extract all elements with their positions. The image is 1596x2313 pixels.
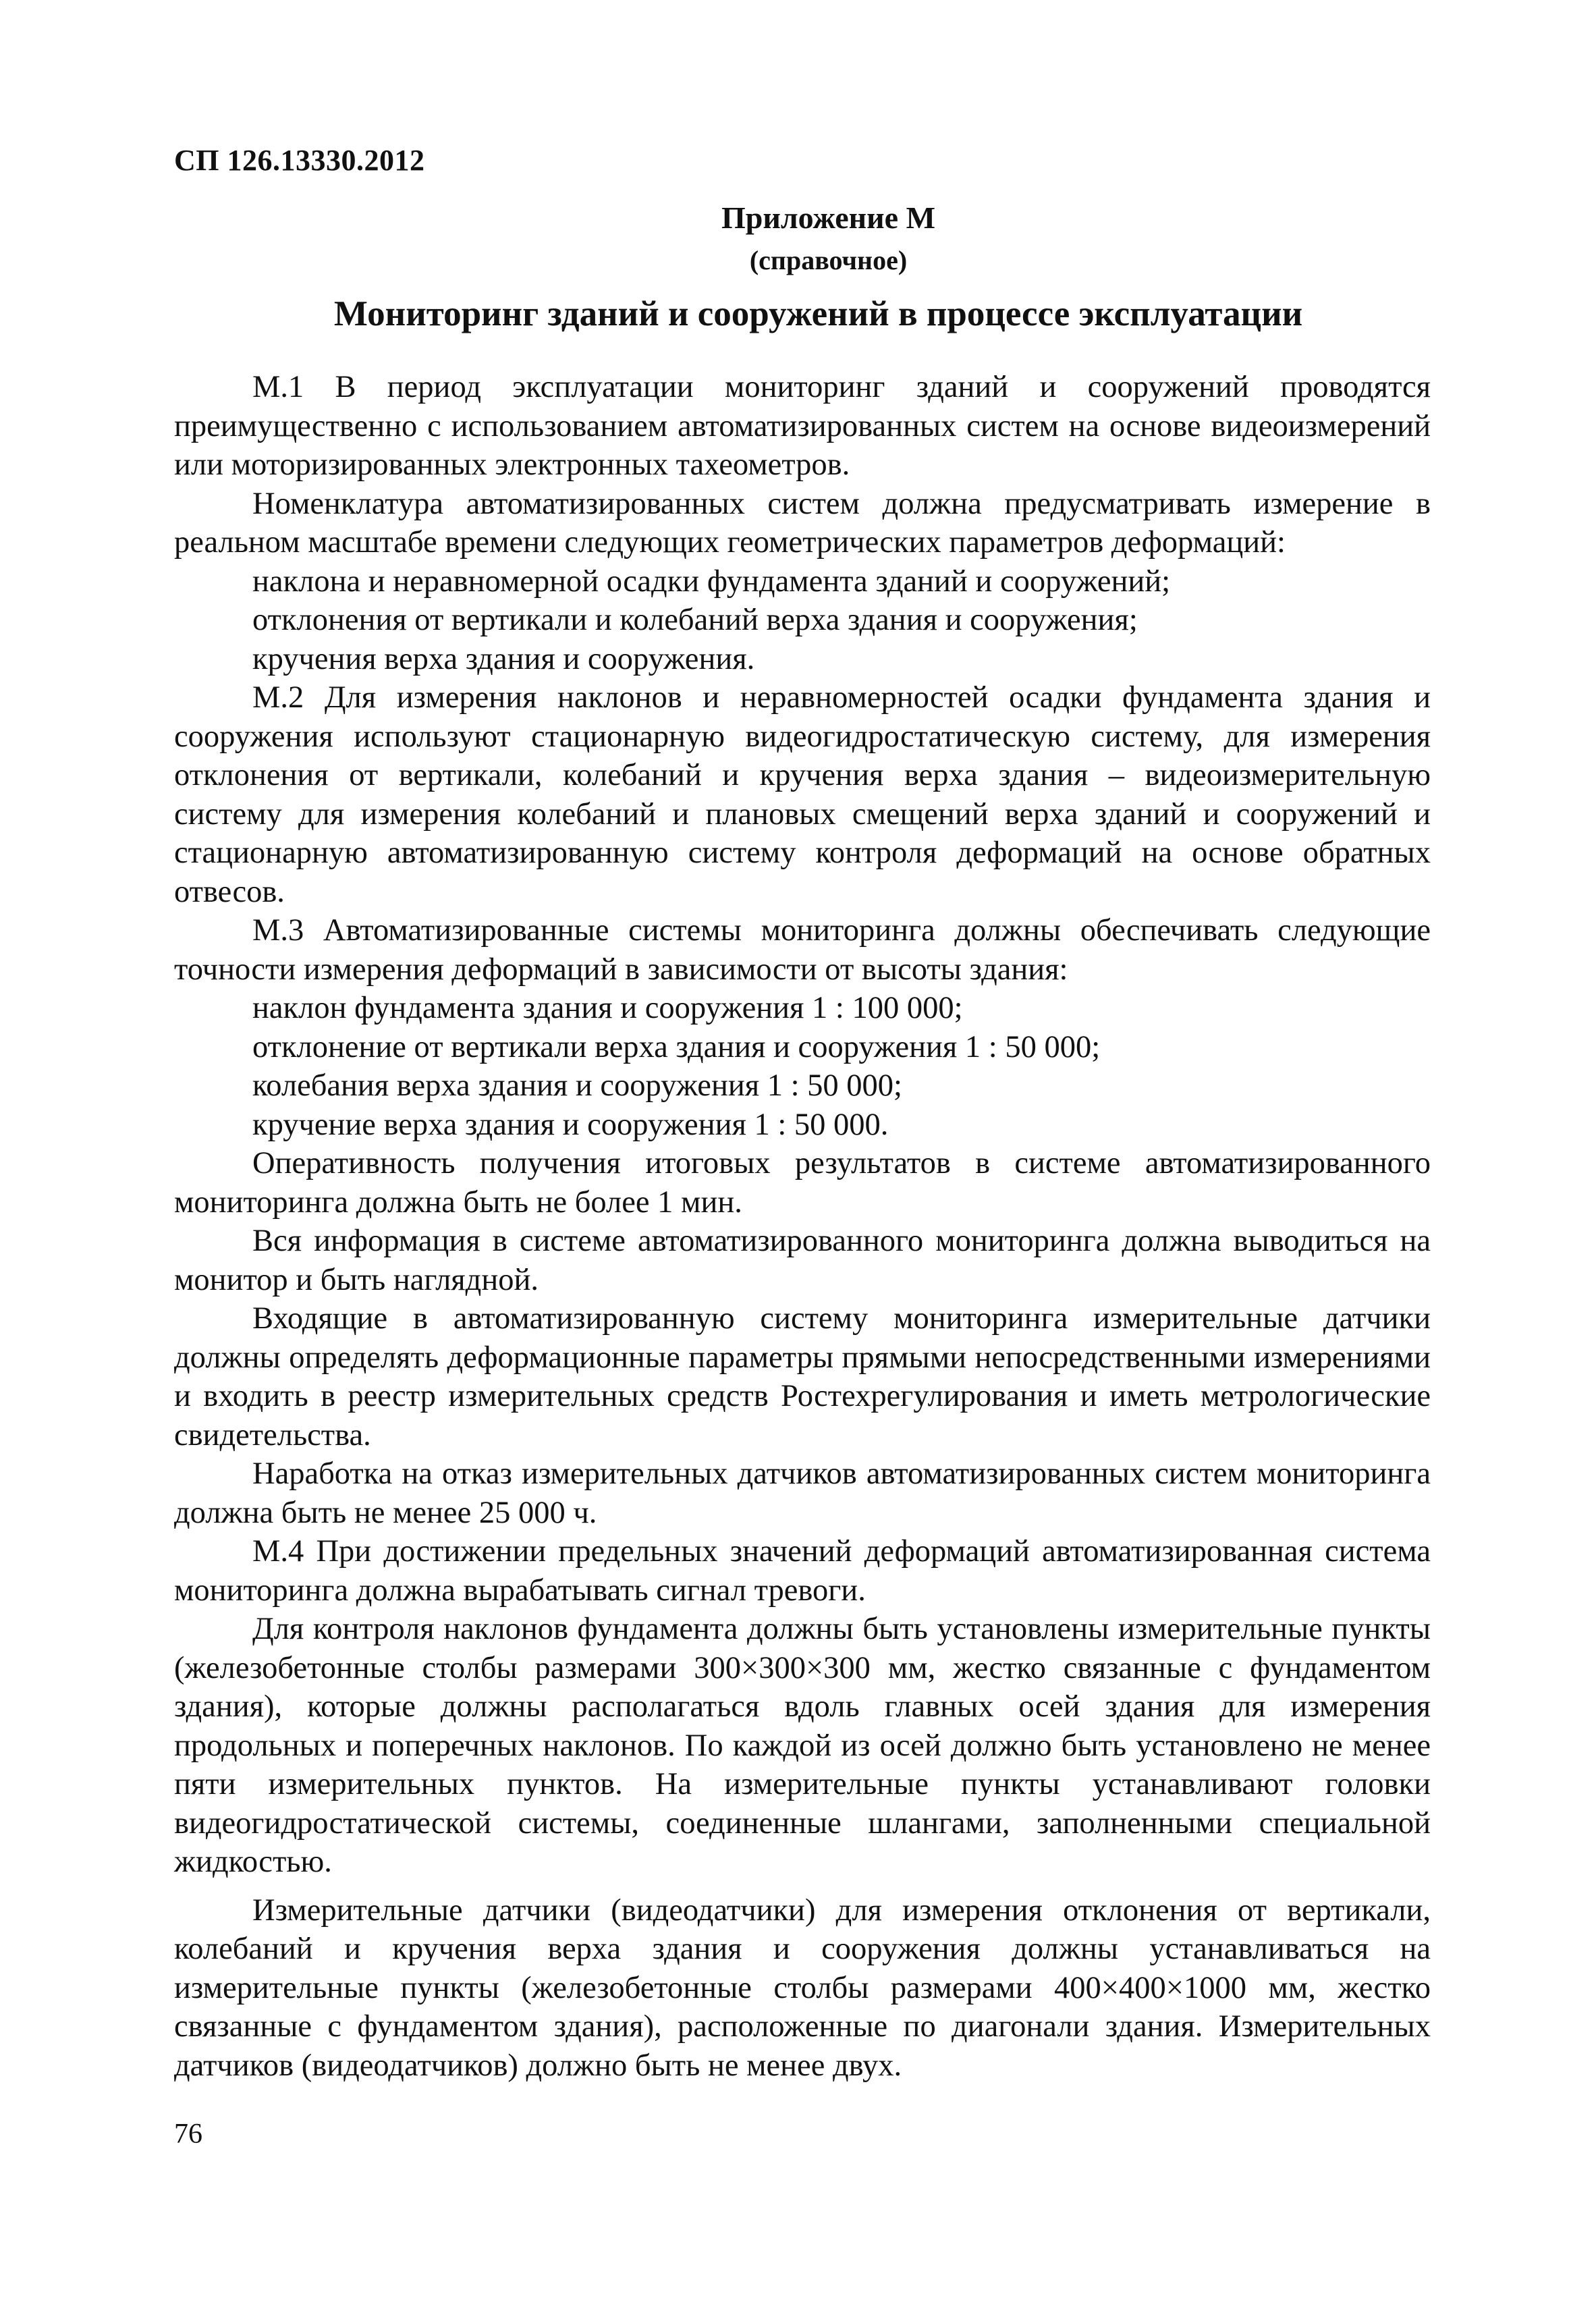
body-text bbox=[174, 368, 1431, 2085]
document-code: СП 126.13330.2012 bbox=[174, 144, 425, 177]
list-item: отклонение от вертикали верха здания и сооружения 1 : 50 000; bbox=[252, 1029, 1101, 1064]
paragraph-tilt-control: Для контроля наклонов фундамента должны быть установлены измерительные пункты (железобетонные столбы размерами 300×300×300 мм, жестко связанные с фундаментом здания), которые должны располагаться вдоль главных осей здания для измерения продольных и поперечных наклонов. По каждой из осей должно быть установлено не менее пяти измерительных пунктов. На измерительные пункты устанавливают головки видеогидростатической системы, соединенные шлангами, заполненными специальной жидкостью. bbox=[174, 1612, 1431, 1879]
list-item: кручения верха здания и сооружения. bbox=[252, 641, 755, 676]
section-title: Мониторинг зданий и сооружений в процессе эксплуатации bbox=[333, 294, 1303, 333]
appendix-title: Приложение М bbox=[721, 200, 936, 235]
paragraph-nomenclature: Номенклатура автоматизированных систем должна предусматривать измерение в реальном масштабе времени следующих геометрических параметров деформаций: bbox=[174, 486, 1431, 560]
paragraph-m1: М.1 В период эксплуатации мониторинг зданий и сооружений проводятся преимущественно с использованием автоматизированных систем на основе видеоизмерений или моторизированных электронных тахеометров. bbox=[174, 370, 1431, 482]
paragraph-m2: М.2 Для измерения наклонов и неравномерностей осадки фундамента здания и сооружения используют стационарную видеогидростатическую систему, для измерения отклонения от вертикали, колебаний и кручения верха здания – видеоизмерительную систему для измерения колебаний и плановых смещений верха зданий и сооружений и стационарную автоматизированную систему контроля деформаций на основе обратных отвесов. bbox=[174, 680, 1431, 909]
list-item: колебания верха здания и сооружения 1 : 50 000; bbox=[252, 1068, 902, 1103]
appendix-subtitle: (справочное) bbox=[749, 245, 908, 275]
paragraph-reliability: Наработка на отказ измерительных датчиков автоматизированных систем мониторинга должна быть не менее 25 000 ч. bbox=[174, 1457, 1431, 1530]
paragraph-video-sensors: Измерительные датчики (видеодатчики) для измерения отклонения от вертикали, колебаний и кручения верха здания и сооружения должны устанавливаться на измерительные пункты (железобетонные столбы размерами 400×400×1000 мм, жестко связанные с фундаментом здания), расположенные по диагонали здания. Измерительных датчиков (видеодатчиков) должно быть не менее двух. bbox=[174, 1893, 1431, 2083]
paragraph-responsiveness: Оперативность получения итоговых результатов в системе автоматизированного мониторинга должна быть не более 1 мин. bbox=[174, 1146, 1431, 1220]
page-number: 76 bbox=[174, 2119, 202, 2150]
list-item: отклонения от вертикали и колебаний верха здания и сооружения; bbox=[252, 603, 1138, 637]
list-item: наклон фундамента здания и сооружения 1 : 100 000; bbox=[252, 991, 963, 1025]
paragraph-sensors: Входящие в автоматизированную систему мониторинга измерительные датчики должны определять деформационные параметры прямыми непосредственными измерениями и входить в реестр измерительных средств Ростехрегулирования и иметь метрологические свидетельства. bbox=[174, 1301, 1431, 1452]
list-item: кручение верха здания и сооружения 1 : 50 000. bbox=[252, 1107, 889, 1142]
paragraph-m3: М.3 Автоматизированные системы мониторинга должны обеспечивать следующие точности измерения деформаций в зависимости от высоты здания: bbox=[174, 913, 1431, 987]
paragraph-m4: М.4 При достижении предельных значений деформаций автоматизированная система мониторинга должна вырабатывать сигнал тревоги. bbox=[174, 1534, 1431, 1608]
paragraph-display: Вся информация в системе автоматизированного мониторинга должна выводиться на монитор и быть наглядной. bbox=[174, 1224, 1431, 1297]
list-item: наклона и неравномерной осадки фундамента зданий и сооружений; bbox=[252, 564, 1171, 599]
